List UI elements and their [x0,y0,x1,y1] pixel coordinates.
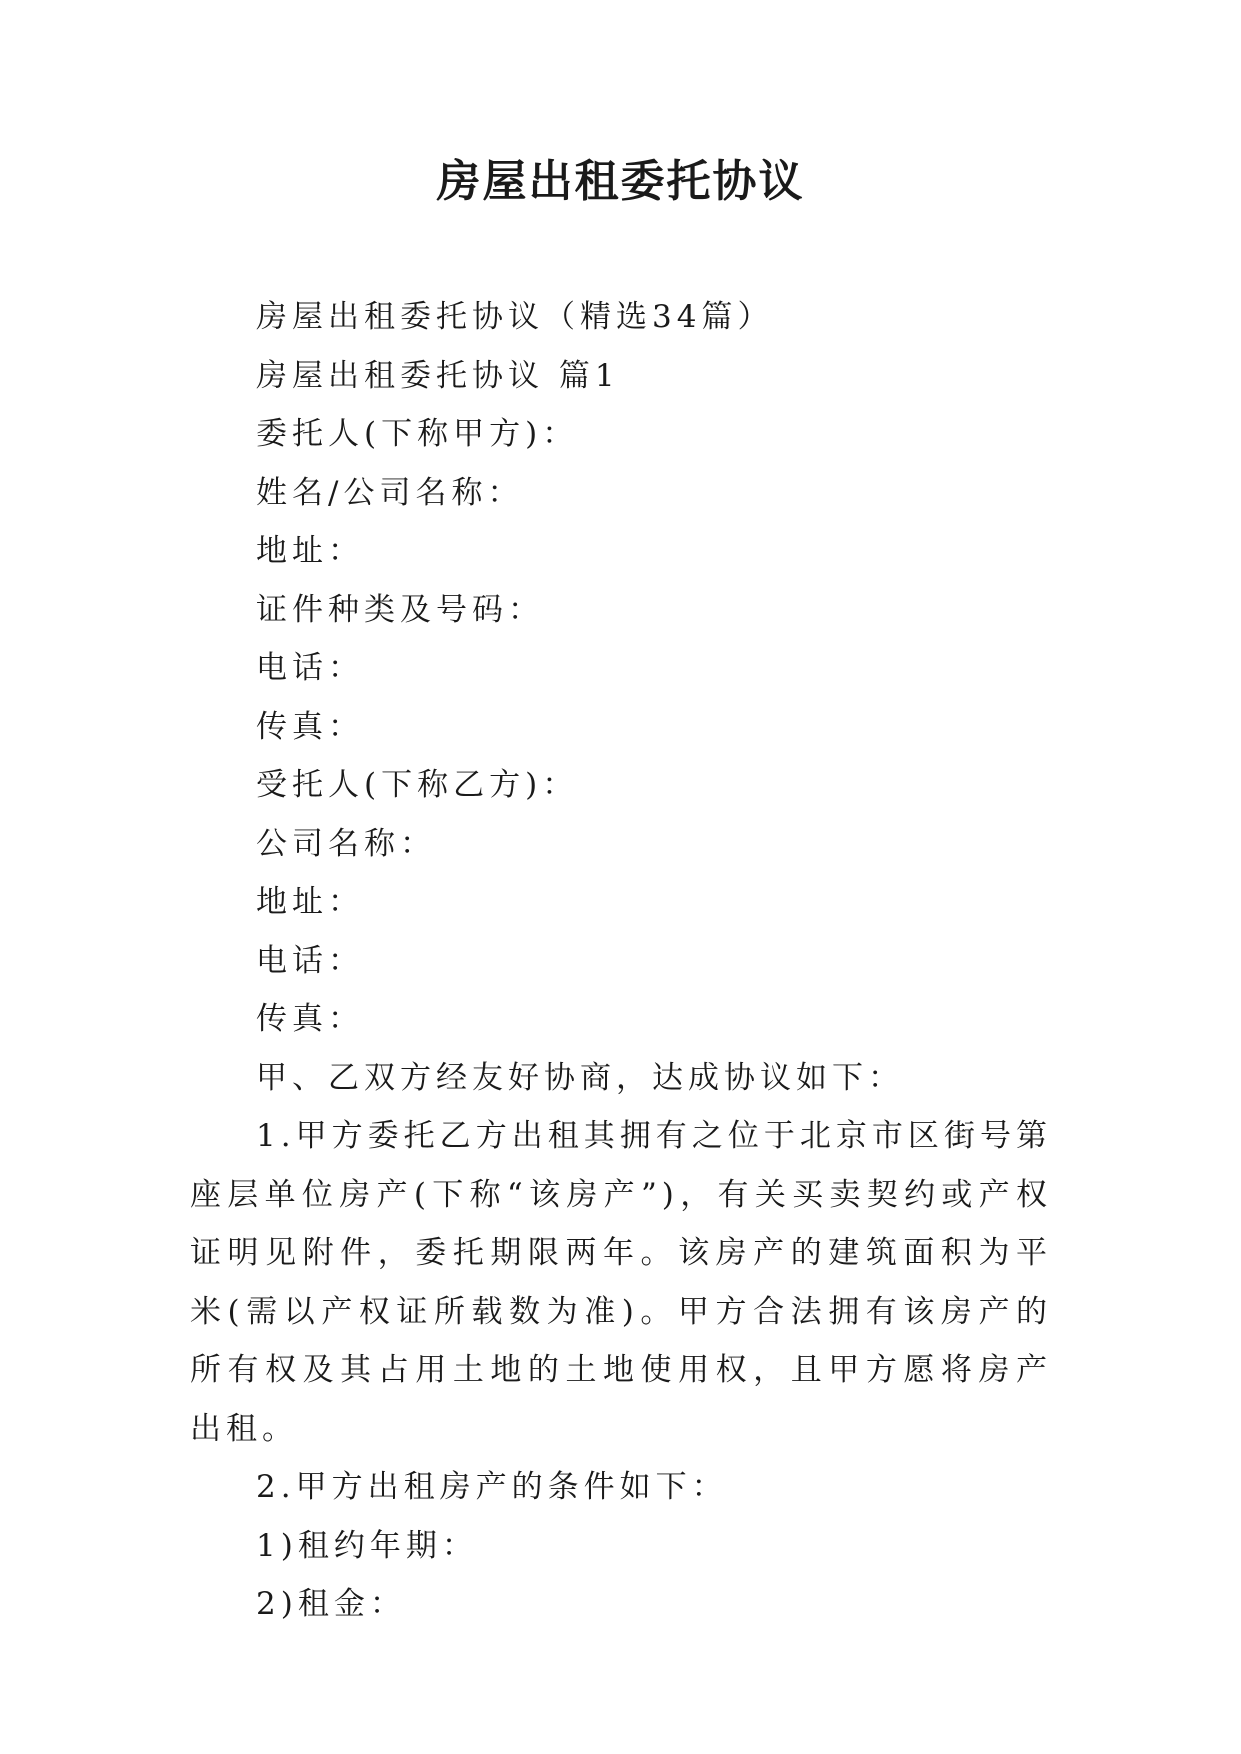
section-heading: 房屋出租委托协议 篇1 [256,357,620,394]
principal-fax-field: 传真： [256,708,364,745]
principal-phone-field: 电话： [256,650,364,686]
subtitle-line: 房屋出租委托协议（精选34篇） [256,299,774,335]
clause-2: 2.甲方出租房产的条件如下： [256,1469,728,1505]
clause-2-item-1: 1)租约年期： [256,1527,478,1564]
document-body [190,288,1052,1634]
agent-address-field: 地址： [256,884,364,920]
agreement-intro: 甲、乙双方经友好协商，达成协议如下： [256,1059,904,1096]
principal-heading: 委托人(下称甲方)： [256,416,579,452]
clause-2-item-2: 2)租金： [256,1586,406,1622]
agent-fax-field: 传真： [256,1001,364,1037]
agent-phone-field: 电话： [256,942,364,979]
agent-company-field: 公司名称： [256,825,436,862]
principal-name-field: 姓名/公司名称： [256,474,524,511]
principal-id-field: 证件种类及号码： [256,591,544,628]
principal-address-field: 地址： [256,533,364,569]
document-title: 房屋出租委托协议 [436,156,805,207]
agent-heading: 受托人(下称乙方)： [256,767,579,803]
clause-1: 1.甲方委托乙方出租其拥有之位于北京市区街号第座层单位房产(下称“该房产”)，有关买卖契约或产权证明见附件，委托期限两年。该房产的建筑面积为平米(需以产权证所载数为准)。甲方合法拥有该房产的所有权及其占用土地的土地使用权，且甲方愿将房产出租。 [190,1118,1052,1447]
